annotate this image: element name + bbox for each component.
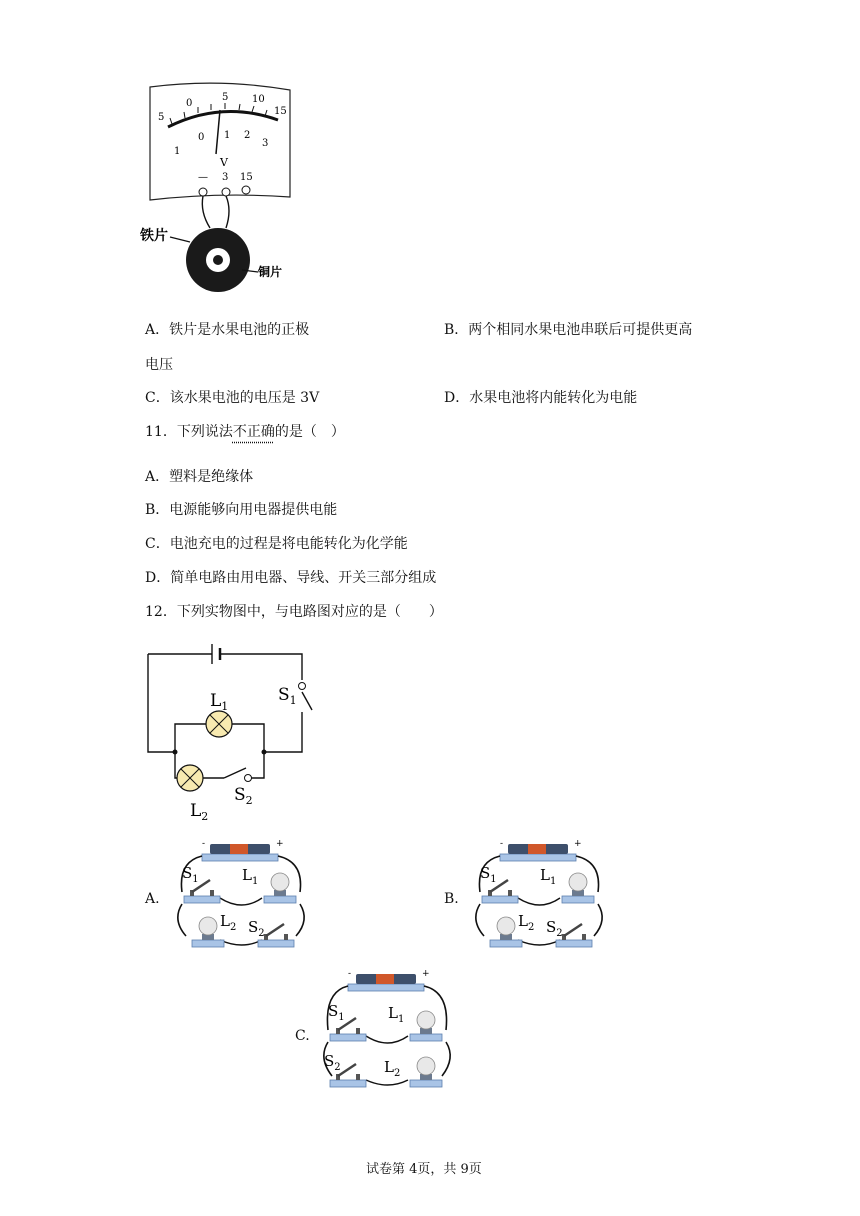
scale-upper-3: 10 [252,94,265,105]
q11-option-b: B．电源能够向用电器提供电能 [145,502,338,518]
label-s2-sub: 2 [245,794,253,807]
choice-c-letter: C. [295,1028,310,1044]
q11-option-a: A．塑料是绝缘体 [145,469,254,485]
svg-text:L1 [210,691,228,713]
terminal-3-label: 3 [222,172,229,183]
battery-icon [500,844,576,861]
bottom-right-label: $S_2$ [248,918,265,939]
meter-unit: V [220,156,228,169]
q11-stem-suffix: 的是（ ） [274,424,345,440]
scale-upper-0: 5 [158,112,165,123]
scale-lower-3: 2 [244,130,251,141]
q12-stem: 12．下列实物图中，与电路图对应的是（ ） [145,604,443,620]
q10-option-c: C．该水果电池的电压是 3V [145,390,320,406]
battery-plus-label: + [574,839,582,849]
q11-option-c: C．电池充电的过程是将电能转化为化学能 [145,536,408,552]
battery-icon [348,974,424,991]
scale-upper-4: 15 [274,106,287,117]
switch-s1-icon [184,880,220,903]
label-s1: S [278,685,290,705]
label-s1-sub: 1 [289,694,297,707]
choice-b-letter: B. [444,891,459,907]
physical-circuit-b [470,838,610,960]
q11-stem-prefix: 11．下列说法 [145,424,233,440]
scale-lower-0: 1 [174,146,181,157]
top-right-label: $L_1$ [242,866,259,887]
battery-icon [202,844,278,861]
top-left-label: $S_1$ [182,864,199,885]
scale-lower-2: 1 [224,130,231,141]
bulb-l1-icon [410,1011,442,1041]
scale-lower-4: 3 [262,138,269,149]
bottom-right-label: $L_2$ [384,1058,401,1079]
label-s2: S [234,785,246,805]
copper-plate-label: 铜片 [258,265,283,279]
q10-option-b-continued: 电压 [145,357,173,373]
battery-minus-label: - [202,839,206,849]
circuit-diagram [140,640,320,820]
iron-plate-label: 铁片 [140,228,168,244]
battery-minus-label: - [500,839,504,849]
q11-stem-emphasis: 不正确 [232,424,275,440]
terminal-15-label: 15 [240,172,253,183]
physical-circuit-c [318,968,458,1098]
scale-upper-2: 5 [222,92,229,103]
battery-plus-label: + [276,839,284,849]
label-l1-sub: 1 [221,700,229,713]
bottom-left-label: $L_2$ [220,912,237,933]
top-right-label: $L_1$ [540,866,557,887]
top-left-label: $S_1$ [328,1002,345,1023]
label-l2: L [190,801,202,820]
label-l2-sub: 2 [201,810,209,820]
q10-option-b: B．两个相同水果电池串联后可提供更高 [444,322,693,338]
bottom-left-label: $L_2$ [518,912,535,933]
bottom-left-label: $S_2$ [324,1052,341,1073]
physical-circuit-a [172,838,312,960]
scale-upper-1: 0 [186,98,193,109]
q11-stem [145,422,345,442]
q11-option-d: D．简单电路由用电器、导线、开关三部分组成 [145,570,437,586]
q10-option-a: A．铁片是水果电池的正极 [145,322,310,338]
choice-a-letter: A. [145,891,160,907]
lamp-l1-icon [206,711,232,737]
label-l1: L [210,691,222,711]
scale-lower-1: 0 [198,132,205,143]
lamp-l2-icon [177,765,203,791]
top-left-label: $S_1$ [480,864,497,885]
battery-plus-label: + [422,969,430,979]
voltmeter-fruit-battery-figure [140,82,300,302]
page-footer: 试卷第 4页，共 9页 [366,1162,482,1177]
svg-text:S1 [278,685,297,707]
top-right-label: $L_1$ [388,1004,405,1025]
q10-option-d: D．水果电池将内能转化为电能 [444,390,638,406]
bulb-l1-icon [264,873,296,903]
battery-minus-label: - [348,969,352,979]
bulb-l1-icon [562,873,594,903]
svg-text:S2 [234,785,253,807]
switch-s1-icon [330,1018,366,1041]
terminal-minus-label: — [198,172,208,183]
svg-text:L2 [190,801,208,820]
bulb-l2-icon [410,1057,442,1087]
bottom-right-label: $S_2$ [546,918,563,939]
switch-s1-icon [482,880,518,903]
